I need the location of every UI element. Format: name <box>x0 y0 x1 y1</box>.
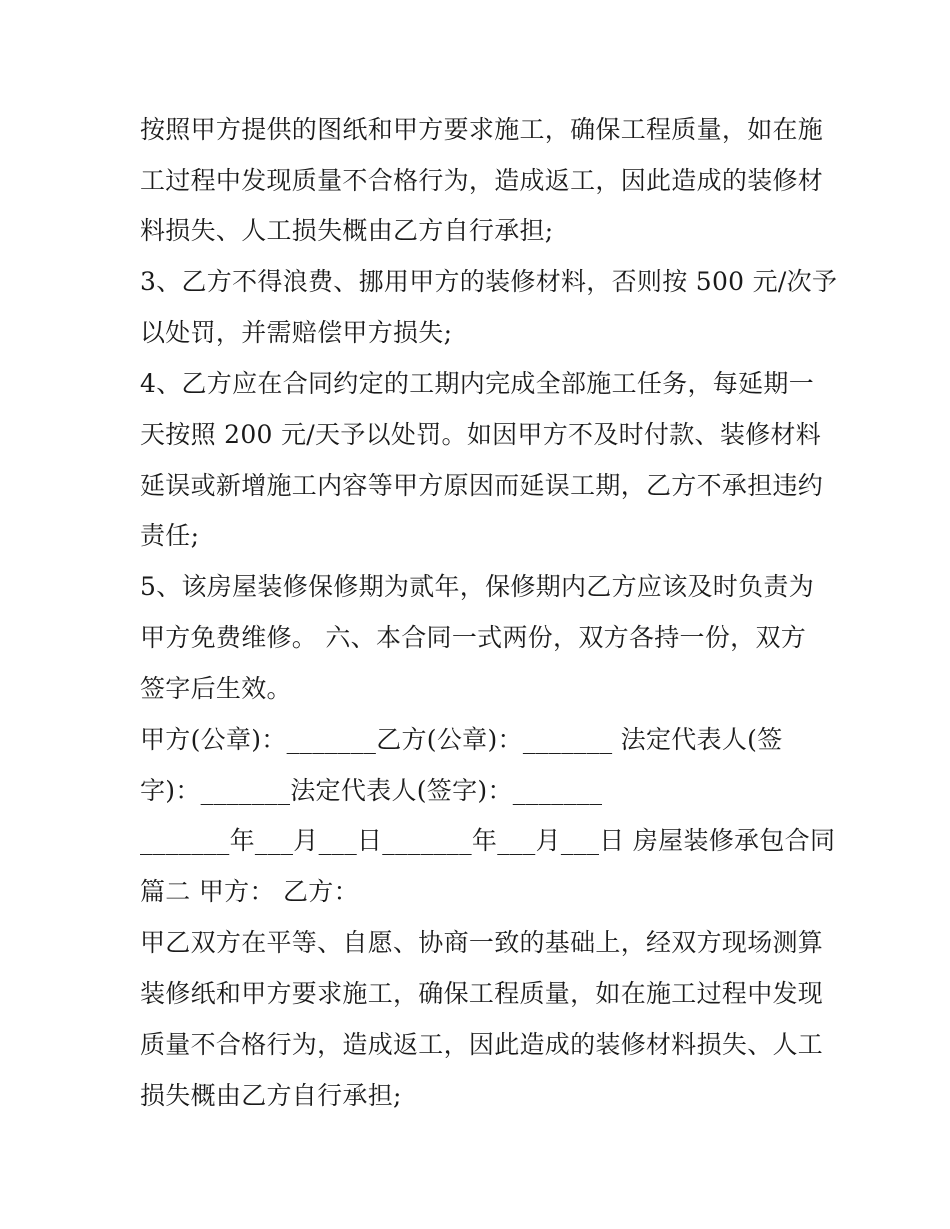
signature-line: 字)：_______法定代表人(签字)：_______ <box>140 776 603 805</box>
date-line: _______年___月___日_______年___月___日 房屋装修承包合同 <box>140 826 836 855</box>
text-line: 质量不合格行为，造成返工，因此造成的装修材料损失、人工 <box>140 1030 824 1059</box>
text-line: 甲方免费维修。 六、本合同一式两份，双方各持一份，双方 <box>140 623 807 652</box>
text-line: 天按照 200 元/天予以处罚。如因甲方不及时付款、装修材料 <box>140 420 822 449</box>
text-line: 料损失、人工损失概由乙方自行承担; <box>140 216 554 245</box>
text-line: 以处罚，并需赔偿甲方损失; <box>140 318 453 347</box>
text-line: 装修纸和甲方要求施工，确保工程质量，如在施工过程中发现 <box>140 979 824 1008</box>
text-line: 4、乙方应在合同约定的工期内完成全部施工任务，每延期一 <box>140 369 815 398</box>
text-line: 延误或新增施工内容等甲方原因而延误工期，乙方不承担违约 <box>140 471 824 500</box>
text-line: 按照甲方提供的图纸和甲方要求施工，确保工程质量，如在施 <box>140 115 824 144</box>
signature-line: 甲方(公章)：_______乙方(公章)：_______ 法定代表人(签 <box>140 725 783 754</box>
text-line: 5、该房屋装修保修期为贰年，保修期内乙方应该及时负责为 <box>140 572 815 601</box>
text-line: 工过程中发现质量不合格行为，造成返工，因此造成的装修材 <box>140 166 824 195</box>
section-heading: 篇二 甲方： 乙方： <box>140 877 359 906</box>
text-line: 3、乙方不得浪费、挪用甲方的装修材料，否则按 500 元/次予 <box>140 267 838 296</box>
text-line: 签字后生效。 <box>140 674 292 703</box>
text-line: 损失概由乙方自行承担; <box>140 1081 402 1110</box>
text-line: 甲乙双方在平等、自愿、协商一致的基础上，经双方现场测算 <box>140 928 824 957</box>
text-line: 责任; <box>140 521 200 550</box>
